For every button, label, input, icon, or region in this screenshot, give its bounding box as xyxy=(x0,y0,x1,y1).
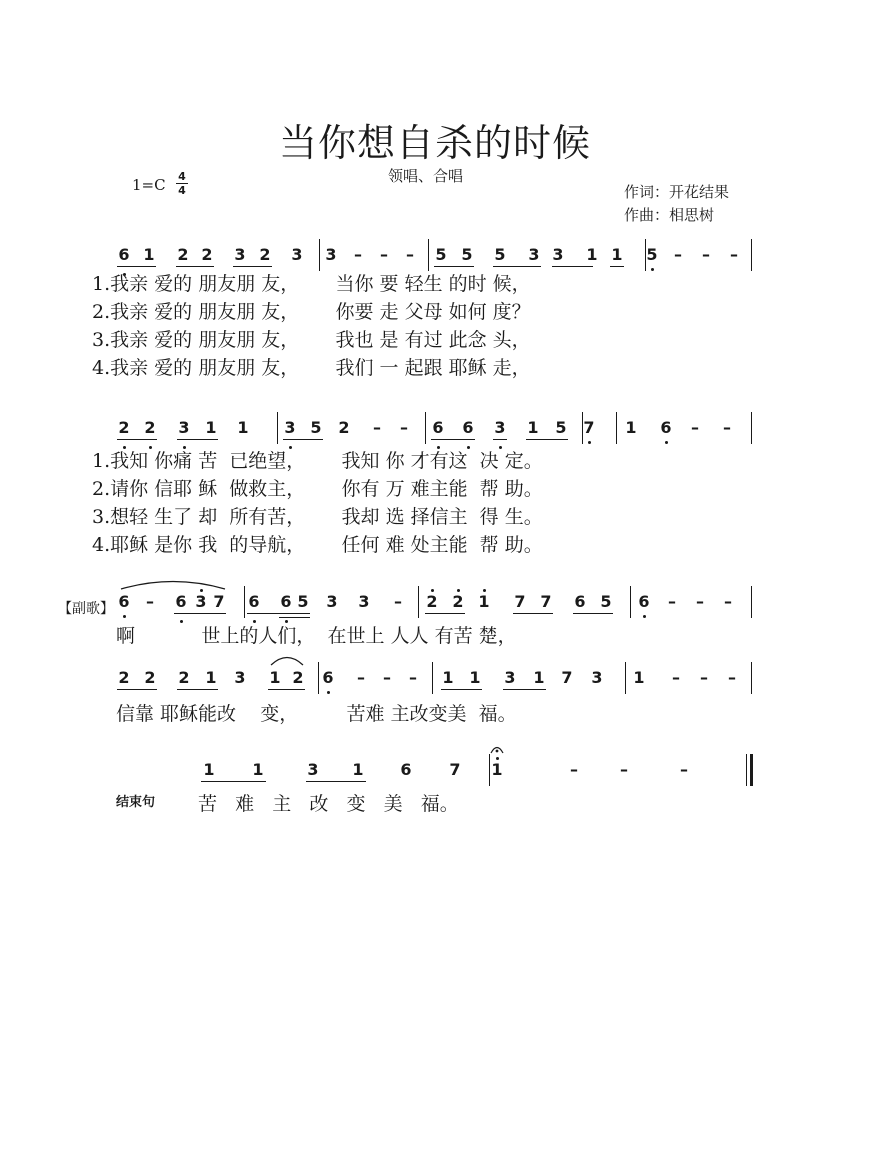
eighth-underline xyxy=(552,266,593,267)
note-1: 1 xyxy=(237,418,249,437)
eighth-underline xyxy=(610,266,624,267)
eighth-underline xyxy=(493,439,507,440)
bar-line xyxy=(318,662,319,694)
eighth-underline xyxy=(117,439,157,440)
eighth-underline xyxy=(526,439,568,440)
note-2: 2 xyxy=(426,592,438,611)
sustain-dash: – xyxy=(680,760,688,779)
eighth-underline xyxy=(177,689,218,690)
eighth-underline xyxy=(306,781,366,782)
bar-line xyxy=(428,239,429,271)
sustain-dash: – xyxy=(383,668,391,687)
sustain-dash: – xyxy=(700,668,708,687)
notation-row-4 xyxy=(0,660,870,700)
bar-line xyxy=(319,239,320,271)
ending-lyrics: 苦 难 主 改 变 美 福。 xyxy=(198,793,459,815)
note-1: 1 xyxy=(442,668,454,687)
bar-line xyxy=(418,586,419,618)
note-1: 1 xyxy=(269,668,281,687)
eighth-underline xyxy=(176,266,214,267)
eighth-underline xyxy=(434,266,474,267)
notation-row-2 xyxy=(0,410,870,450)
eighth-underline xyxy=(174,613,226,614)
time-signature-top: 4 xyxy=(178,170,186,183)
note-5: 5 xyxy=(310,418,322,437)
note-6: 6 xyxy=(175,592,187,611)
verse-3-line-b: 3.想轻 生了 却 所有苦， 我却 选 择信主 得 生。 xyxy=(92,506,543,528)
note-3: 3 xyxy=(494,418,506,437)
eighth-underline xyxy=(503,689,546,690)
song-title: 当你想自杀的时候 xyxy=(278,121,591,165)
composer-credit: 作曲：相思树 xyxy=(624,206,715,224)
verse-2-line-b: 2.请你 信耶 稣 做救主， 你有 万 难主能 帮 助。 xyxy=(92,478,543,500)
sustain-dash: – xyxy=(672,668,680,687)
eighth-underline xyxy=(268,689,305,690)
sustain-dash: – xyxy=(373,418,381,437)
note-7: 7 xyxy=(583,418,595,437)
performance-note: 领唱、合唱 xyxy=(388,167,464,185)
eighth-underline xyxy=(493,266,541,267)
note-6: 6 xyxy=(638,592,650,611)
note-1: 1 xyxy=(352,760,364,779)
bar-line xyxy=(582,412,583,444)
eighth-underline xyxy=(117,266,156,267)
eighth-underline xyxy=(425,613,465,614)
note-1: 1 xyxy=(527,418,539,437)
notation-row-5 xyxy=(0,752,870,792)
sustain-dash: – xyxy=(400,418,408,437)
note-6: 6 xyxy=(248,592,260,611)
note-1: 1 xyxy=(205,418,217,437)
bar-line xyxy=(489,754,490,786)
note-3: 3 xyxy=(291,245,303,264)
note-3: 3 xyxy=(195,592,207,611)
high-octave-dot xyxy=(483,589,486,592)
note-3: 3 xyxy=(552,245,564,264)
bar-line xyxy=(645,239,646,271)
final-bar-line xyxy=(746,754,747,786)
note-2: 2 xyxy=(178,668,190,687)
note-6: 6 xyxy=(432,418,444,437)
sustain-dash: – xyxy=(674,245,682,264)
sustain-dash: – xyxy=(730,245,738,264)
eighth-underline xyxy=(177,439,218,440)
low-octave-dot xyxy=(588,441,591,444)
note-7: 7 xyxy=(213,592,225,611)
note-3: 3 xyxy=(591,668,603,687)
eighth-underline xyxy=(247,613,310,614)
sixteenth-underline xyxy=(279,617,310,618)
note-3: 3 xyxy=(284,418,296,437)
slur-arc xyxy=(120,578,226,590)
low-octave-dot xyxy=(123,615,126,618)
bar-line xyxy=(432,662,433,694)
sustain-dash: – xyxy=(724,592,732,611)
note-5: 5 xyxy=(600,592,612,611)
note-3: 3 xyxy=(358,592,370,611)
note-1: 1 xyxy=(586,245,598,264)
note-1: 1 xyxy=(143,245,155,264)
note-3: 3 xyxy=(307,760,319,779)
note-2: 2 xyxy=(259,245,271,264)
verse-1-line-b: 1.我知 你痛 苦 已绝望， 我知 你 才有这 决 定。 xyxy=(92,450,543,472)
note-3: 3 xyxy=(528,245,540,264)
note-5: 5 xyxy=(555,418,567,437)
sustain-dash: – xyxy=(406,245,414,264)
bar-line xyxy=(425,412,426,444)
note-1: 1 xyxy=(252,760,264,779)
note-5: 5 xyxy=(297,592,309,611)
note-6: 6 xyxy=(280,592,292,611)
note-3: 3 xyxy=(234,245,246,264)
sustain-dash: – xyxy=(620,760,628,779)
note-6: 6 xyxy=(118,592,130,611)
eighth-underline xyxy=(233,266,272,267)
bar-line xyxy=(625,662,626,694)
note-5: 5 xyxy=(646,245,658,264)
final-bar-line xyxy=(750,754,753,786)
note-3: 3 xyxy=(326,592,338,611)
note-3: 3 xyxy=(325,245,337,264)
verse-4-line-a: 4.我亲 爱的 朋友朋 友， 我们 一 起跟 耶稣 走， xyxy=(92,357,531,379)
note-2: 2 xyxy=(201,245,213,264)
note-3: 3 xyxy=(504,668,516,687)
note-2: 2 xyxy=(177,245,189,264)
sustain-dash: – xyxy=(146,592,154,611)
note-6: 6 xyxy=(400,760,412,779)
lyricist-credit: 作词：开花结果 xyxy=(624,183,730,201)
note-6: 6 xyxy=(574,592,586,611)
fermata-icon xyxy=(490,744,504,754)
eighth-underline xyxy=(441,689,482,690)
note-5: 5 xyxy=(435,245,447,264)
bar-line xyxy=(630,586,631,618)
note-1: 1 xyxy=(203,760,215,779)
ending-label: 结束句 xyxy=(116,795,156,810)
note-3: 3 xyxy=(234,668,246,687)
note-1: 1 xyxy=(491,760,503,779)
note-7: 7 xyxy=(540,592,552,611)
notation-row-3 xyxy=(0,584,870,624)
note-1: 1 xyxy=(533,668,545,687)
bar-line xyxy=(751,239,752,271)
verse-2-line-a: 2.我亲 爱的 朋友朋 友， 你要 走 父母 如何 度？ xyxy=(92,301,531,323)
bar-line xyxy=(751,412,752,444)
note-1: 1 xyxy=(205,668,217,687)
high-octave-dot xyxy=(457,589,460,592)
eighth-underline xyxy=(201,781,266,782)
note-2: 2 xyxy=(452,592,464,611)
high-octave-dot xyxy=(431,589,434,592)
sustain-dash: – xyxy=(394,592,402,611)
sustain-dash: – xyxy=(380,245,388,264)
chorus-lyrics-b: 信靠 耶稣能改 变， 苦难 主改变美 福。 xyxy=(116,703,517,725)
slur-arc xyxy=(270,654,304,666)
note-5: 5 xyxy=(461,245,473,264)
note-1: 1 xyxy=(633,668,645,687)
sustain-dash: – xyxy=(702,245,710,264)
note-6: 6 xyxy=(462,418,474,437)
note-1: 1 xyxy=(625,418,637,437)
sustain-dash: – xyxy=(691,418,699,437)
bar-line xyxy=(244,586,245,618)
sustain-dash: – xyxy=(357,668,365,687)
sustain-dash: – xyxy=(354,245,362,264)
note-1: 1 xyxy=(469,668,481,687)
note-2: 2 xyxy=(118,668,130,687)
verse-1-line-a: 1.我亲 爱的 朋友朋 友， 当你 要 轻生 的时 候， xyxy=(92,273,531,295)
key-signature: 1=C xyxy=(132,176,166,194)
sustain-dash: – xyxy=(728,668,736,687)
sustain-dash: – xyxy=(570,760,578,779)
note-2: 2 xyxy=(292,668,304,687)
low-octave-dot xyxy=(327,691,330,694)
note-7: 7 xyxy=(561,668,573,687)
note-2: 2 xyxy=(338,418,350,437)
note-2: 2 xyxy=(144,668,156,687)
low-octave-dot xyxy=(665,441,668,444)
time-signature xyxy=(176,171,188,196)
verse-3-line-a: 3.我亲 爱的 朋友朋 友， 我也 是 有过 此念 头， xyxy=(92,329,531,351)
high-octave-dot xyxy=(496,757,499,760)
low-octave-dot xyxy=(643,615,646,618)
chorus-label: 【副歌】 xyxy=(58,601,114,617)
low-octave-dot xyxy=(651,268,654,271)
eighth-underline xyxy=(513,613,553,614)
bar-line xyxy=(751,586,752,618)
note-6: 6 xyxy=(322,668,334,687)
note-6: 6 xyxy=(118,245,130,264)
note-5: 5 xyxy=(494,245,506,264)
sustain-dash: – xyxy=(409,668,417,687)
note-7: 7 xyxy=(449,760,461,779)
sustain-dash: – xyxy=(723,418,731,437)
eighth-underline xyxy=(431,439,475,440)
sustain-dash: – xyxy=(696,592,704,611)
chorus-lyrics-a: 啊 世上的人们， 在世上 人人 有苦 楚， xyxy=(116,625,517,647)
note-3: 3 xyxy=(178,418,190,437)
note-2: 2 xyxy=(144,418,156,437)
time-signature-bottom: 4 xyxy=(178,184,186,197)
note-1: 1 xyxy=(478,592,490,611)
bar-line xyxy=(751,662,752,694)
note-6: 6 xyxy=(660,418,672,437)
note-1: 1 xyxy=(611,245,623,264)
sustain-dash: – xyxy=(668,592,676,611)
eighth-underline xyxy=(283,439,323,440)
bar-line xyxy=(616,412,617,444)
verse-4-line-b: 4.耶稣 是你 我 的导航， 任何 难 处主能 帮 助。 xyxy=(92,534,543,556)
note-2: 2 xyxy=(118,418,130,437)
eighth-underline xyxy=(117,689,157,690)
bar-line xyxy=(277,412,278,444)
note-7: 7 xyxy=(514,592,526,611)
eighth-underline xyxy=(573,613,613,614)
